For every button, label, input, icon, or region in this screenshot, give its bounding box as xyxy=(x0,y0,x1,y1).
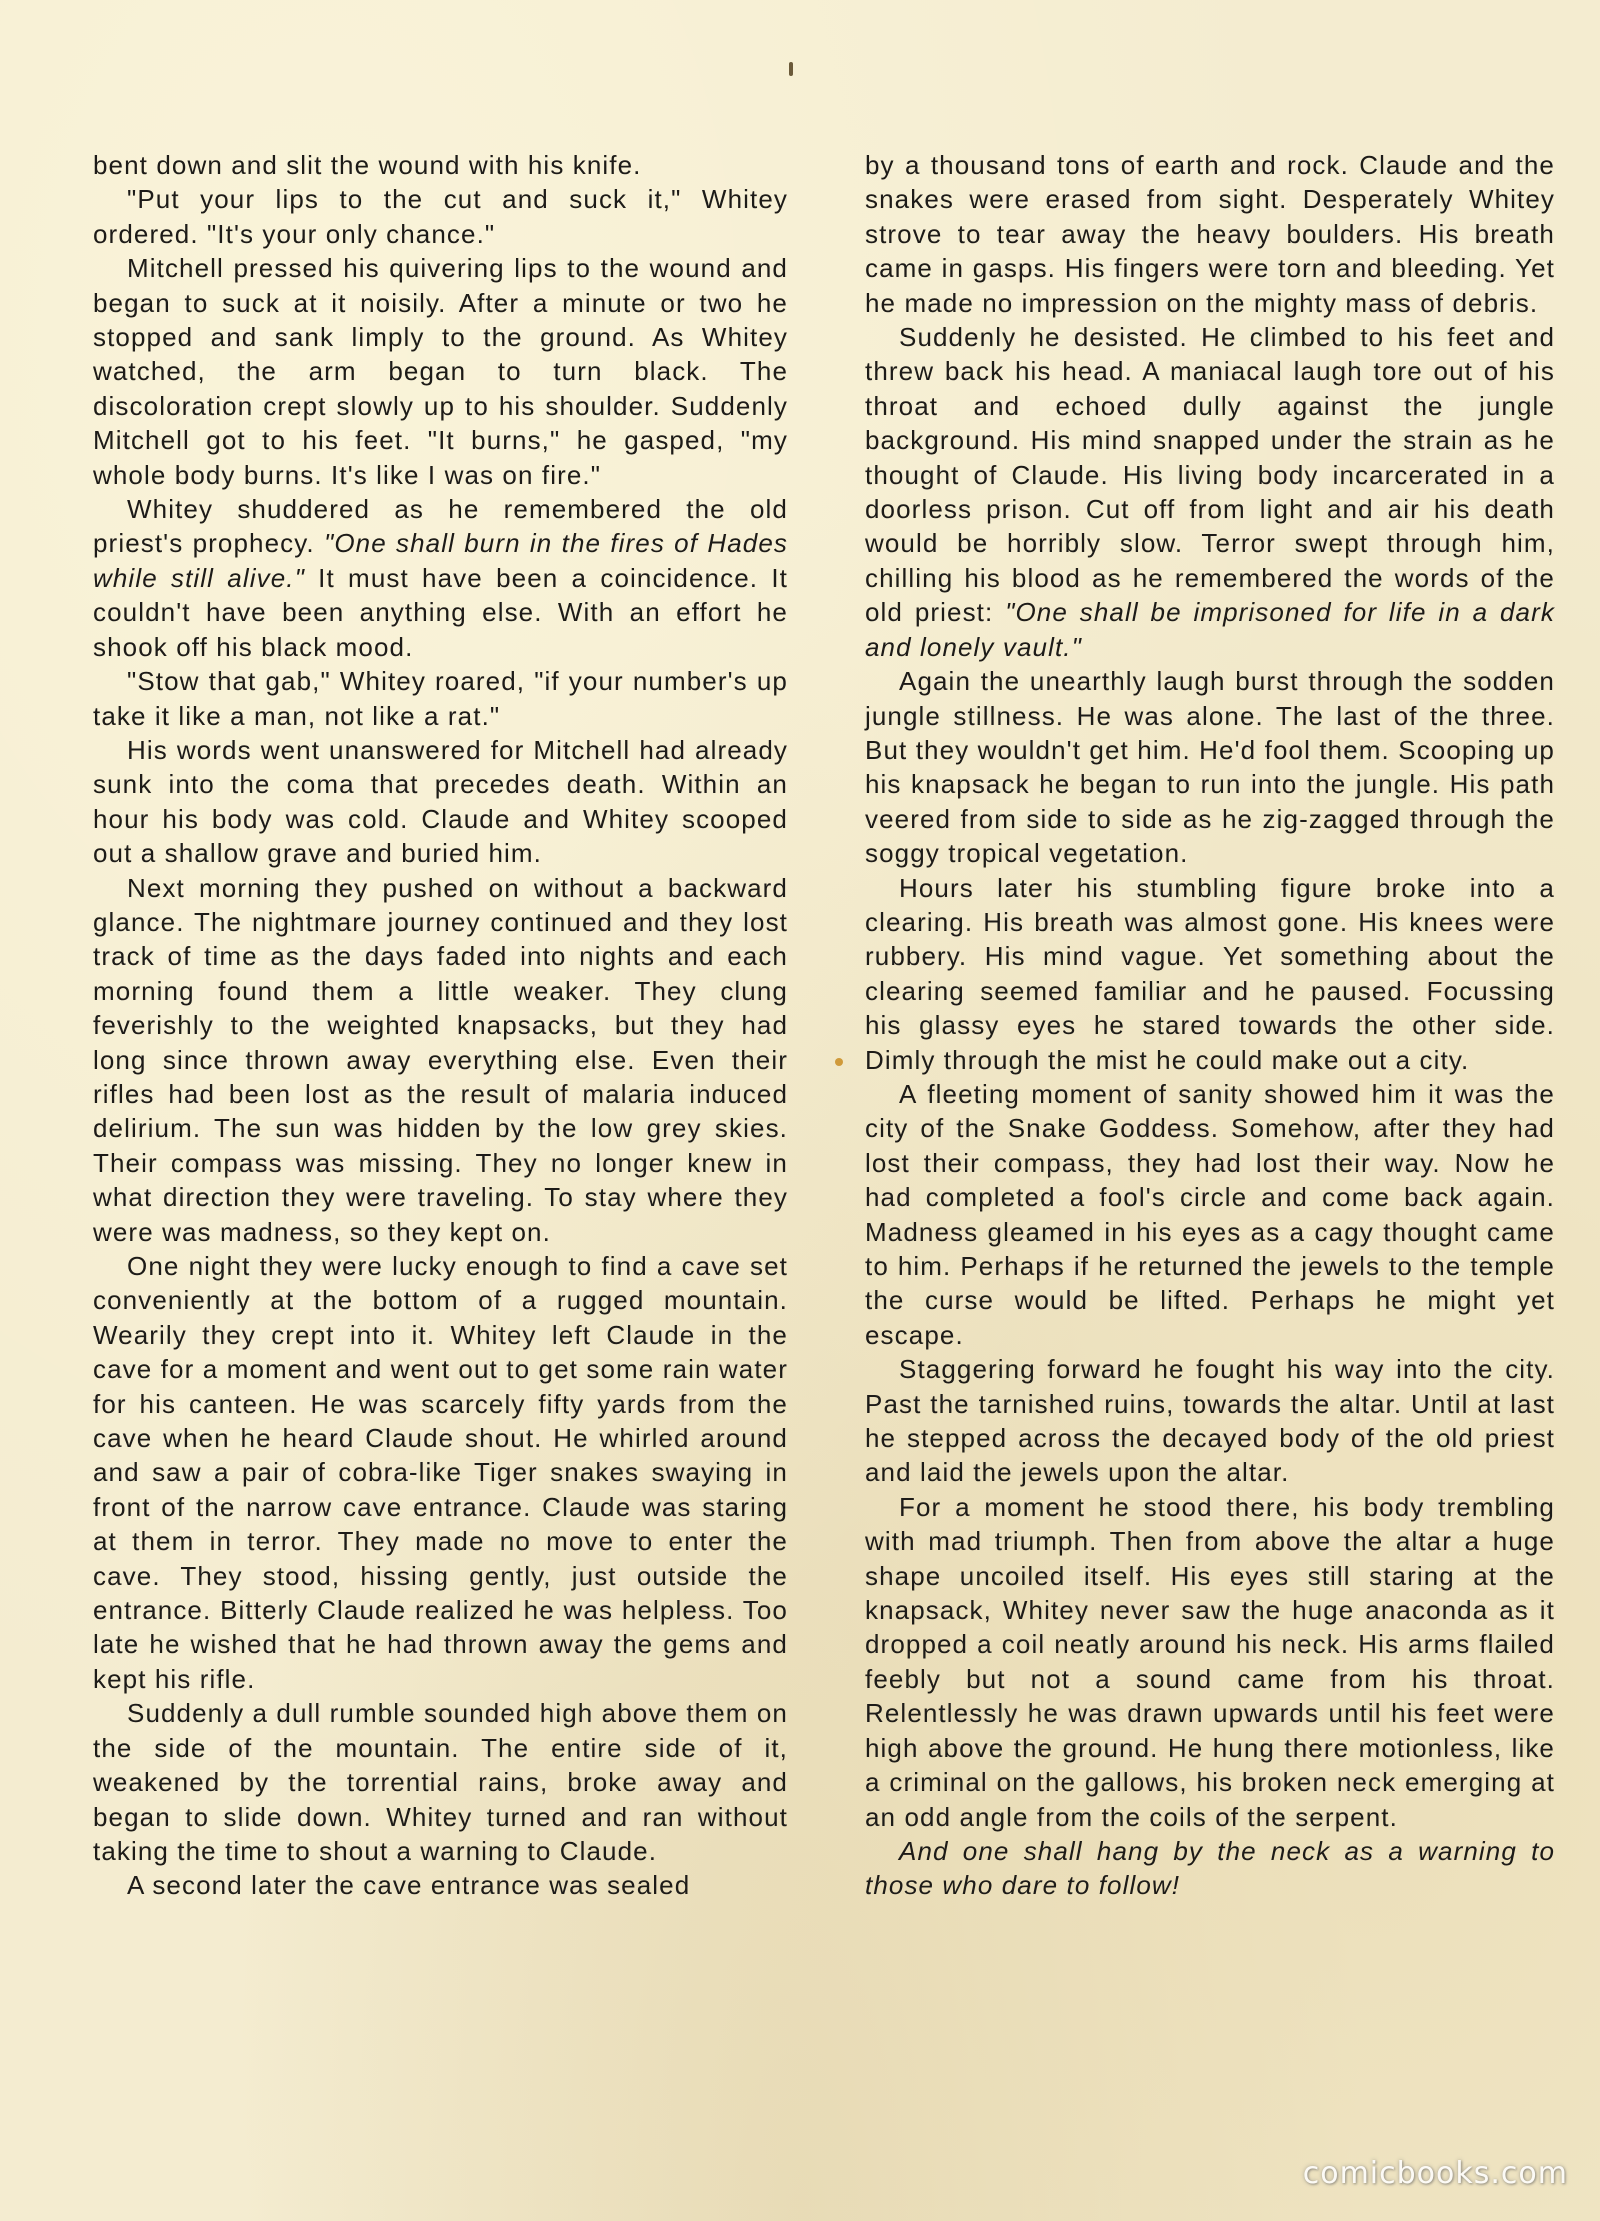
story-paragraph: Next morning they pushed on without a backward glance. The nightmare journey continued and they lost track of time as the days faded into nights and each morning found them a little weaker. They clung feverishly to the weighted knapsacks, but they had long since thrown away everything else. Even their rifles had been lost as the result of malaria induced delirium. The sun was hidden by the low grey skies. Their compass was missing. They no longer knew in what direction they were traveling. To stay where they were was madness, so they kept on. xyxy=(93,872,788,1247)
closing-warning-text: And one shall hang by the neck as a warning to those who dare to follow! xyxy=(865,1835,1555,1901)
print-speck xyxy=(835,1058,843,1066)
story-paragraph xyxy=(865,320,1555,664)
story-paragraph: bent down and slit the wound with his knife. xyxy=(93,150,642,180)
paragraph-text: Whitey shuddered as he remembered the old priest's prophecy. xyxy=(93,494,788,559)
paragraph-text: Suddenly he desisted. He climbed to his feet and threw back his head. A maniacal laugh tore out of his throat and echoed dully against the jungle background. His mind snapped under the strain as he thought of Claude. His living body incarcerated in a doorless prison. Cut off from light and air his death would be horribly slow. Terror swept through him, chilling his blood as he remembered the words of the old priest: xyxy=(865,322,1555,628)
right-text-column xyxy=(865,148,1555,1903)
story-paragraph: "Stow that gab," Whitey roared, "if your number's up take it like a man, not like a rat." xyxy=(93,666,788,731)
print-speck xyxy=(789,62,793,76)
story-paragraph: His words went unanswered for Mitchell had already sunk into the coma that precedes death. Within an hour his body was cold. Claude and Whitey scooped out a shallow grave and buried him. xyxy=(93,734,788,869)
prophecy-quote: "One shall burn in the fires of Hades while still alive." xyxy=(93,528,788,593)
story-paragraph: Hours later his stumbling figure broke into a clearing. His breath was almost gone. His knees were rubbery. His mind vague. Yet something about the clearing seemed familiar and he paused. Focussing his glassy eyes he stared towards the other side. Dimly through the mist he could make out a city. xyxy=(865,872,1555,1075)
story-paragraph xyxy=(865,1834,1555,1903)
story-paragraph: Suddenly a dull rumble sounded high above them on the side of the mountain. The entire side of it, weakened by the torrential rains, broke away and began to slide down. Whitey turned and ran without taking the time to shout a warning to Claude. xyxy=(93,1698,788,1866)
story-paragraph: A second later the cave entrance was sealed xyxy=(127,1870,691,1901)
story-paragraph: Mitchell pressed his quivering lips to the wound and began to suck at it noisily. After a minute or two he stopped and sank limply to the ground. As Whitey watched, the arm began to turn black. The discoloration crept slowly up to his shoulder. Suddenly Mitchell got to his feet. "It burns," he gasped, "my whole body burns. It's like I was on fire." xyxy=(93,253,788,490)
story-paragraph: Staggering forward he fought his way into the city. Past the tarnished ruins, towards the altar. Until at last he stepped across the decayed body of the old priest and laid the jewels upon the altar. xyxy=(865,1354,1555,1488)
story-paragraph: One night they were lucky enough to find a cave set conveniently at the bottom of a rugged mountain. Wearily they crept into it. Whitey left Claude in the cave for a moment and went out to get some rain water for his canteen. He was scarcely fifty yards from the cave when he heard Claude shout. He whirled around and saw a pair of cobra-like Tiger snakes swaying in front of the narrow cave entrance. Claude was staring at them in terror. They made no move to enter the cave. They stood, hissing gently, just outside the entrance. Bitterly Claude realized he was helpless. Too late he wished that he had thrown away the gems and kept his rifle. xyxy=(93,1251,788,1694)
left-text-column xyxy=(93,148,788,1903)
story-paragraph xyxy=(93,492,788,664)
story-paragraph: A fleeting moment of sanity showed him it was the city of the Snake Goddess. Somehow, after they had lost their compass, they had lost their way. Now he had completed a fool's circle and come back again. Madness gleamed in his eyes as a cagy thought came to him. Perhaps if he returned the jewels to the temple the curse would be lifted. Perhaps he might yet escape. xyxy=(865,1078,1555,1350)
story-paragraph: Again the unearthly laugh burst through the sodden jungle stillness. He was alone. The last of the three. But they wouldn't get him. He'd fool them. Scooping up his knapsack he began to run into the jungle. His path veered from side to side as he zig-zagged through the soggy tropical vegetation. xyxy=(865,666,1555,869)
story-paragraph: "Put your lips to the cut and suck it," Whitey ordered. "It's your only chance." xyxy=(93,184,788,249)
paragraph-text: It must have been a coincidence. It couldn't have been anything else. With an effort he shook off his black mood. xyxy=(93,562,788,662)
story-paragraph: For a moment he stood there, his body trembling with mad triumph. Then from above the altar a huge shape uncoiled itself. His eyes still staring at the knapsack, Whitey never saw the huge anaconda as it dropped a coil neatly around his neck. His arms flailed feebly but not a sound came from his throat. Relentlessly he was drawn upwards until his feet were high above the ground. He hung there motionless, like a criminal on the gallows, his broken neck emerging at an odd angle from the coils of the serpent. xyxy=(865,1491,1555,1832)
story-paragraph: by a thousand tons of earth and rock. Claude and the snakes were erased from sight. Desperately Whitey strove to tear away the heavy boulders. His breath came in gasps. His fingers were torn and bleeding. Yet he made no impression on the mighty mass of debris. xyxy=(865,150,1555,318)
prophecy-quote: "One shall be imprisoned for life in a dark and lonely vault." xyxy=(865,597,1555,662)
site-watermark: comicbooks.com xyxy=(1302,2156,1568,2191)
